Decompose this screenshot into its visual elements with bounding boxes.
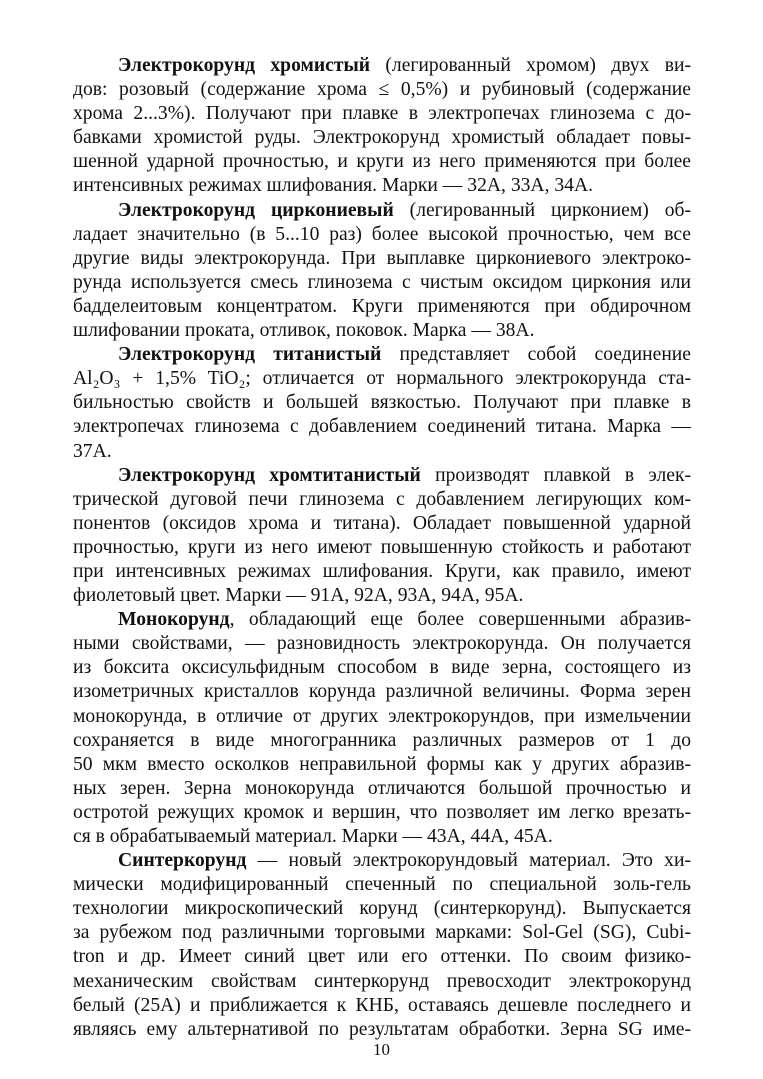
text-line: за рубежом под различными торговыми марками: Sol-Gel (SG), Cubi- <box>73 922 691 944</box>
text-line: понентов (оксидов хрома и титана). Обладает повышенной ударной <box>73 512 691 534</box>
term-heading: Электрокорунд титанистый <box>118 344 382 366</box>
term-heading: Электрокорунд хромтитанистый <box>118 464 421 486</box>
text-line: интенсивных режимах шлифования. Марки — 32А, 33А, 34А. <box>73 175 594 197</box>
text-line: Al₂O₃ + 1,5% TiO₂; отличается от нормального электрокорунда ста- <box>73 368 691 390</box>
text-line: tron и др. Имеет синий цвет или его оттенки. По своим физико- <box>73 946 691 968</box>
page-number: 10 <box>373 1040 390 1059</box>
text-line: электропечах глинозема с добавлением соединений титана. Марка — <box>73 416 691 438</box>
paragraph-sintercorundum <box>73 849 691 1042</box>
text-line: прочностью, круги из него имеют повышенную стойкость и работают <box>73 536 691 558</box>
text-line: мически модифицированный спеченный по специальной золь-гель <box>73 874 691 896</box>
text-line: ными свойствами, — разновидность электрокорунда. Он получается <box>73 633 691 655</box>
text-line: производят плавкой в элек- <box>420 464 691 486</box>
paragraph-chromium-corundum <box>73 54 691 199</box>
text-line: представляет собой соединение <box>381 344 691 366</box>
text-line: бадделеитовым концентратом. Круги применяются при обдирочном <box>73 295 691 317</box>
text-line: монокорунда, в отличие от других электрокорундов, при измельчении <box>73 705 691 727</box>
text-line: белый (25А) и приближается к КНБ, оставаясь дешевле последнего и <box>73 994 691 1016</box>
text-line: хрома 2...3%). Получают при плавке в электропечах глинозема с до- <box>73 103 691 125</box>
paragraph-chrome-titanium-corundum <box>73 464 691 609</box>
text-line: бавками хромистой руды. Электрокорунд хромистый обладает повы- <box>73 127 691 149</box>
text-line: , обладающий еще более совершенными абразив- <box>229 609 691 631</box>
text-line: 50 мкм вместо осколков неправильной формы как у других абразив- <box>73 753 691 775</box>
text-line: шенной ударной прочностью, и круги из него применяются при более <box>73 151 691 173</box>
paragraph-titanium-corundum <box>73 343 691 463</box>
text-line: сохраняется в виде многогранника различных размеров от 1 до <box>73 729 691 751</box>
text-line: при интенсивных режимах шлифования. Круги, как правило, имеют <box>73 560 691 582</box>
term-heading: Синтеркорунд <box>118 850 247 872</box>
paragraph-zirconium-corundum <box>73 199 691 344</box>
term-heading: Монокорунд <box>118 609 230 631</box>
text-line: ных зерен. Зерна монокорунда отличаются большой прочностью и <box>73 777 691 799</box>
text-line: рунда используется смесь глинозема с чистым оксидом циркония или <box>73 271 691 293</box>
text-line: — новый электрокорундовый материал. Это хи- <box>246 850 691 872</box>
text-line: (легированный цирконием) об- <box>393 199 691 221</box>
text-line: шлифовании проката, отливок, поковок. Марка — 38А. <box>73 320 535 342</box>
text-line: фиолетовый цвет. Марки — 91А, 92А, 93А, 94А, 95А. <box>73 585 524 607</box>
text-line: являясь ему альтернативой по результатам обработки. Зерна SG име- <box>73 1018 691 1040</box>
text-line: технологии микроскопический корунд (синтеркорунд). Выпускается <box>73 898 691 920</box>
text-line: бильностью свойств и большей вязкостью. Получают при плавке в <box>73 392 691 414</box>
paragraph-monocorundum <box>73 608 691 849</box>
text-line: 37А. <box>73 440 112 462</box>
text-line: (легированный хромом) двух ви- <box>370 55 692 76</box>
document-body <box>73 54 691 1042</box>
text-line: остротой режущих кромок и вершин, что позволяет им легко врезать- <box>73 801 691 823</box>
text-line: механическим свойствам синтеркорунд превосходит электрокорунд <box>73 970 691 992</box>
text-line: ладает значительно (в 5...10 раз) более высокой прочностью, чем все <box>73 223 691 245</box>
term-heading: Электрокорунд циркониевый <box>118 199 394 221</box>
text-line: трической дуговой печи глинозема с добавлением легирующих ком- <box>73 488 691 510</box>
text-line: другие виды электрокорунда. При выплавке циркониевого электроко- <box>73 247 691 269</box>
text-line: дов: розовый (содержание хрома ≤ 0,5%) и рубиновый (содержание <box>73 79 691 101</box>
text-line: из боксита оксисульфидным способом в виде зерна, состоящего из <box>73 657 691 679</box>
text-line: изометричных кристаллов корунда различной величины. Форма зерен <box>73 681 691 703</box>
text-line: ся в обрабатываемый материал. Марки — 43А, 44А, 45А. <box>73 826 553 847</box>
term-heading: Электрокорунд хромистый <box>118 55 371 76</box>
